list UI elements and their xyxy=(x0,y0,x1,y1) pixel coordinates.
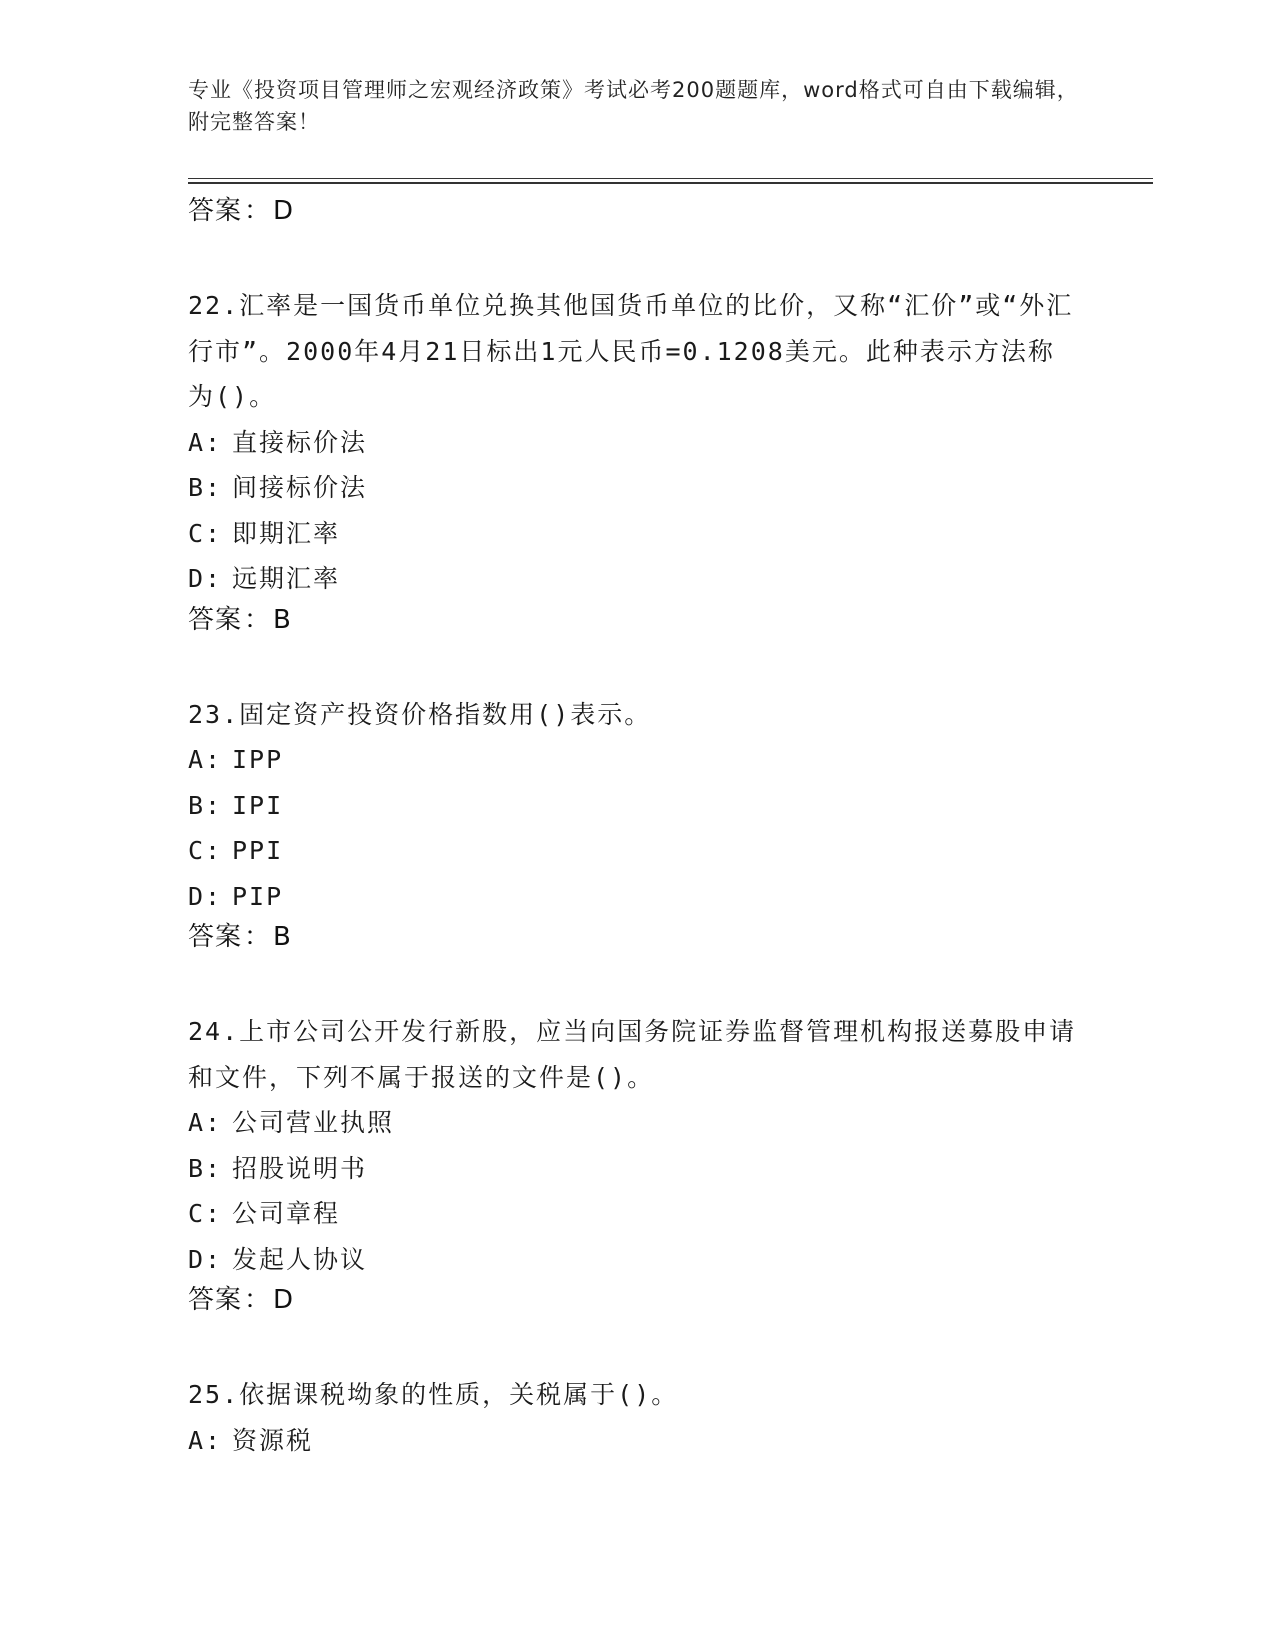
question-stem: 24.上市公司公开发行新股，应当向国务院证券监督管理机构报送募股申请和文件，下列不属于报送的文件是()。 xyxy=(188,1017,1077,1092)
answer-value: D xyxy=(273,1285,295,1315)
option-b: B: IPI xyxy=(188,790,284,820)
question-list xyxy=(188,193,1088,1463)
option-d: D: PIP xyxy=(188,881,284,911)
question-stem: 22.汇率是一国货币单位兑换其他国货币单位的比价，又称“汇价”或“外汇行市”。2000年4月21日标出1元人民币=0.1208美元。此种表示方法称为()。 xyxy=(188,291,1074,411)
question-stem: 23.固定资产投资价格指数用()表示。 xyxy=(188,699,652,729)
answer-value: B xyxy=(273,922,292,952)
document-header: 专业《投资项目管理师之宏观经济政策》考试必考200题题库，word格式可自由下载编辑，附完整答案！ xyxy=(188,78,1079,134)
option-a: A: 公司营业执照 xyxy=(188,1108,395,1137)
option-b: B: 招股说明书 xyxy=(188,1153,368,1183)
option-a: A: 直接标价法 xyxy=(188,427,368,457)
header-divider-thin xyxy=(188,178,1153,179)
option-d: D: 远期汇率 xyxy=(188,564,341,593)
answer-line: 答案：D xyxy=(188,196,295,226)
answer-value: D xyxy=(273,196,295,226)
answer-line: 答案：B xyxy=(188,922,292,952)
option-a: A: IPP xyxy=(188,745,284,774)
option-a: A: 资源税 xyxy=(188,1425,314,1455)
answer-line: 答案：B xyxy=(188,604,292,635)
option-c: C: 公司章程 xyxy=(188,1199,341,1228)
header-divider-thick xyxy=(188,182,1153,184)
option-c: C: 即期汇率 xyxy=(188,518,341,548)
option-d: D: 发起人协议 xyxy=(188,1244,368,1274)
answer-line: 答案：D xyxy=(188,1285,295,1315)
question-stem: 25.依据课税坳象的性质，关税属于()。 xyxy=(188,1380,679,1409)
option-b: B: 间接标价法 xyxy=(188,473,368,502)
answer-value: B xyxy=(273,604,292,635)
option-c: C: PPI xyxy=(188,836,284,865)
